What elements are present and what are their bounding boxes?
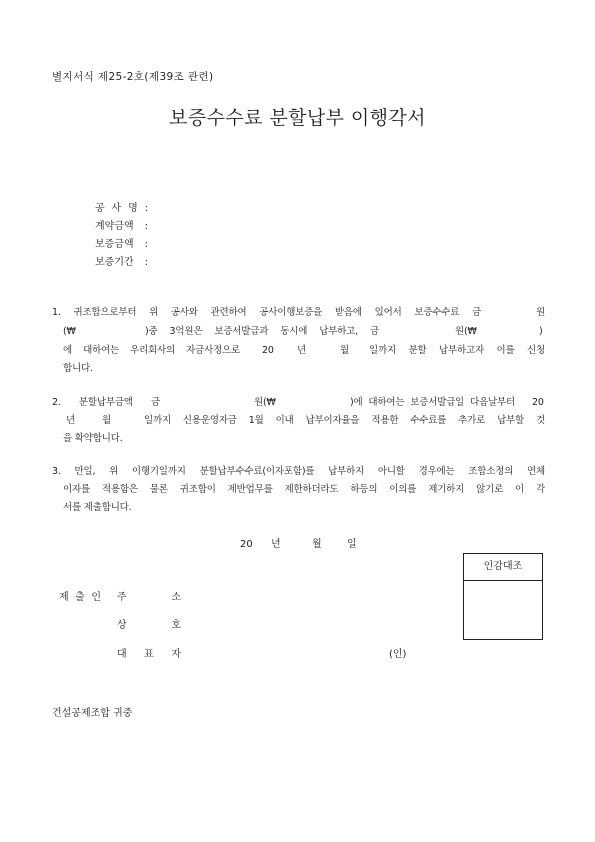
submitter-representative-label: 대 표 자 [117, 649, 181, 660]
document-title: 보증수수료 분할납부 이행각서 [169, 107, 426, 129]
clause-3-line-1-text: 3. 만일, 위 이행기일까지 분할납부수수료(이자포함)를 납부하지 아니할 경우에는 조합소정의 연체 [52, 466, 545, 477]
seal-comparison-box [463, 553, 543, 640]
clause-2-won-symbol: 원(₩ [254, 397, 276, 408]
form-number: 별지서식 제25-2호(제39조 관련) [52, 71, 214, 83]
clause-1-line-3-text: 에 대하여는 우리회사의 자금사정으로 [63, 345, 240, 356]
seal-mark: (인) [389, 649, 407, 660]
clause-1-line-2-text: )중 3억원은 보증서발급과 동시에 납부하고, 금 [145, 326, 379, 337]
date-year-prefix: 20 [240, 539, 253, 550]
submitter-address-label: 주 소 [117, 592, 181, 603]
seal-stamp-area [464, 581, 542, 639]
clause-1-paren-close: ) [539, 326, 543, 337]
addressee: 건설공제조합 귀중 [52, 708, 133, 719]
clause-1-month-unit: 월 [340, 345, 349, 356]
seal-box-header: 인감대조 [464, 554, 542, 581]
clause-2-year-unit: 년 [66, 415, 75, 426]
field-contract-amount-label: 계약금액 : [95, 221, 148, 232]
clause-1-won-symbol-open: (₩ [63, 326, 76, 337]
clause-2-line-3-text: 을 확약합니다. [63, 433, 123, 444]
clause-3-line-3-text: 서를 제출합니다. [63, 502, 132, 513]
field-guarantee-amount-label: 보증금액 : [95, 239, 148, 250]
field-guarantee-period-label: 보증기간 : [95, 257, 148, 268]
field-project-name-label: 공 사 명 : [95, 203, 148, 214]
date-day-unit: 일 [347, 539, 357, 550]
submitter-company-label: 상 호 [117, 620, 181, 631]
clause-2-line-2-text: 일까지 신용운영자금 1월 이내 납부이자율을 적용한 수수료를 추가로 납부할 것 [144, 415, 545, 426]
clause-1-won-symbol-second: 원(₩ [455, 326, 477, 337]
clause-1-line-1-text: 1. 귀조합으로부터 위 공사와 관련하여 공사이행보증을 받음에 있어서 보증수수료 금 [52, 307, 481, 318]
date-month-unit: 월 [312, 539, 322, 550]
date-year-unit: 년 [271, 539, 281, 550]
clause-2-line-1-text: 2. 분할납부금액 금 [52, 397, 160, 408]
clause-1-line-3-tail: 일까지 분할 납부하고자 이를 신청 [369, 345, 545, 356]
clause-1-year-unit: 년 [297, 345, 306, 356]
clause-1-won-unit: 원 [536, 307, 545, 318]
clause-2-line-1-mid: )에 대하여는 보증서발급일 다음날부터 [350, 397, 515, 408]
clause-2-month-unit: 월 [102, 415, 111, 426]
clause-3-line-2-text: 이자를 적용함은 물론 귀조합이 제반업무를 제한하더라도 하등의 이의를 제기하지 않기로 이 각 [63, 484, 545, 495]
submitter-label: 제 출 인 [59, 592, 101, 603]
clause-1-line-4-text: 합니다. [63, 363, 93, 374]
clause-1-year-prefix: 20 [262, 345, 274, 356]
clause-2-year-prefix: 20 [532, 397, 544, 408]
